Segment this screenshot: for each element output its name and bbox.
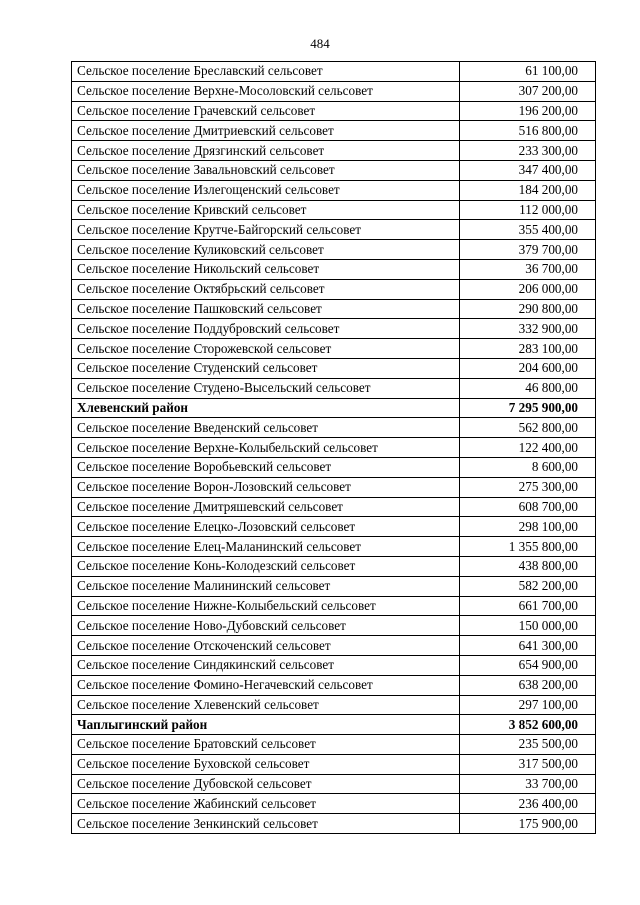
table-row — [72, 477, 596, 497]
settlement-name-cell: Сельское поселение Зенкинский сельсовет — [72, 814, 460, 834]
amount-cell: 290 800,00 — [460, 299, 596, 319]
settlement-name-cell: Сельское поселение Кривский сельсовет — [72, 200, 460, 220]
table-row — [72, 259, 596, 279]
settlement-name-cell: Сельское поселение Хлевенский сельсовет — [72, 695, 460, 715]
settlement-name-cell: Сельское поселение Никольский сельсовет — [72, 259, 460, 279]
table-row — [72, 735, 596, 755]
amount-cell: 46 800,00 — [460, 378, 596, 398]
table-row — [72, 101, 596, 121]
settlement-name-cell: Хлевенский район — [72, 398, 460, 418]
table-row — [72, 418, 596, 438]
amount-cell: 317 500,00 — [460, 754, 596, 774]
table-row — [72, 299, 596, 319]
amount-cell: 661 700,00 — [460, 596, 596, 616]
settlement-name-cell: Сельское поселение Дрязгинский сельсовет — [72, 141, 460, 161]
amount-cell: 638 200,00 — [460, 675, 596, 695]
settlement-name-cell: Сельское поселение Студенский сельсовет — [72, 358, 460, 378]
table-row-district — [72, 715, 596, 735]
table-row — [72, 180, 596, 200]
amount-cell: 196 200,00 — [460, 101, 596, 121]
settlement-name-cell: Сельское поселение Елец-Маланинский сельсовет — [72, 537, 460, 557]
amount-cell: 204 600,00 — [460, 358, 596, 378]
table-row — [72, 616, 596, 636]
settlement-name-cell: Чаплыгинский район — [72, 715, 460, 735]
settlement-name-cell: Сельское поселение Грачевский сельсовет — [72, 101, 460, 121]
settlement-name-cell: Сельское поселение Братовский сельсовет — [72, 735, 460, 755]
amount-cell: 275 300,00 — [460, 477, 596, 497]
amount-cell: 8 600,00 — [460, 457, 596, 477]
amount-cell: 332 900,00 — [460, 319, 596, 339]
settlement-name-cell: Сельское поселение Верхне-Колыбельский сельсовет — [72, 438, 460, 458]
amount-cell: 150 000,00 — [460, 616, 596, 636]
settlement-name-cell: Сельское поселение Крутче-Байгорский сельсовет — [72, 220, 460, 240]
settlement-name-cell: Сельское поселение Излегощенский сельсовет — [72, 180, 460, 200]
table-row — [72, 220, 596, 240]
amount-cell: 122 400,00 — [460, 438, 596, 458]
amount-cell: 608 700,00 — [460, 497, 596, 517]
amount-cell: 1 355 800,00 — [460, 537, 596, 557]
settlement-name-cell: Сельское поселение Сторожевской сельсовет — [72, 339, 460, 359]
settlement-name-cell: Сельское поселение Буховской сельсовет — [72, 754, 460, 774]
settlement-name-cell: Сельское поселение Октябрьский сельсовет — [72, 279, 460, 299]
table-row — [72, 121, 596, 141]
table-row — [72, 438, 596, 458]
amount-cell: 233 300,00 — [460, 141, 596, 161]
table-row — [72, 517, 596, 537]
table-row — [72, 675, 596, 695]
settlement-name-cell: Сельское поселение Куликовский сельсовет — [72, 240, 460, 260]
amount-cell: 516 800,00 — [460, 121, 596, 141]
table-row — [72, 794, 596, 814]
amount-cell: 235 500,00 — [460, 735, 596, 755]
table-row — [72, 814, 596, 834]
amount-cell: 355 400,00 — [460, 220, 596, 240]
settlement-name-cell: Сельское поселение Дмитриевский сельсовет — [72, 121, 460, 141]
table-row — [72, 141, 596, 161]
table-row — [72, 774, 596, 794]
amount-cell: 7 295 900,00 — [460, 398, 596, 418]
amount-cell: 347 400,00 — [460, 160, 596, 180]
table-row — [72, 200, 596, 220]
settlement-name-cell: Сельское поселение Малининский сельсовет — [72, 576, 460, 596]
table-row-district — [72, 398, 596, 418]
settlement-name-cell: Сельское поселение Дмитряшевский сельсовет — [72, 497, 460, 517]
table-row — [72, 81, 596, 101]
settlement-name-cell: Сельское поселение Ново-Дубовский сельсовет — [72, 616, 460, 636]
table-row — [72, 596, 596, 616]
settlement-name-cell: Сельское поселение Пашковский сельсовет — [72, 299, 460, 319]
settlement-name-cell: Сельское поселение Завальновский сельсовет — [72, 160, 460, 180]
amount-cell: 641 300,00 — [460, 636, 596, 656]
amount-cell: 307 200,00 — [460, 81, 596, 101]
table-row — [72, 537, 596, 557]
table-row — [72, 754, 596, 774]
amount-cell: 582 200,00 — [460, 576, 596, 596]
amount-cell: 379 700,00 — [460, 240, 596, 260]
settlement-name-cell: Сельское поселение Елецко-Лозовский сельсовет — [72, 517, 460, 537]
table-row — [72, 358, 596, 378]
settlement-name-cell: Сельское поселение Поддубровский сельсовет — [72, 319, 460, 339]
settlement-name-cell: Сельское поселение Бреславский сельсовет — [72, 62, 460, 82]
table-row — [72, 62, 596, 82]
page-number: 484 — [310, 36, 330, 51]
amount-cell: 298 100,00 — [460, 517, 596, 537]
amount-cell: 175 900,00 — [460, 814, 596, 834]
settlement-name-cell: Сельское поселение Введенский сельсовет — [72, 418, 460, 438]
settlement-name-cell: Сельское поселение Отскоченский сельсовет — [72, 636, 460, 656]
amount-cell: 33 700,00 — [460, 774, 596, 794]
settlement-name-cell: Сельское поселение Студено-Высельский сельсовет — [72, 378, 460, 398]
settlement-name-cell: Сельское поселение Воробьевский сельсовет — [72, 457, 460, 477]
table-row — [72, 339, 596, 359]
amount-cell: 297 100,00 — [460, 695, 596, 715]
table-row — [72, 160, 596, 180]
amount-cell: 562 800,00 — [460, 418, 596, 438]
table-row — [72, 457, 596, 477]
amount-cell: 61 100,00 — [460, 62, 596, 82]
amount-cell: 36 700,00 — [460, 259, 596, 279]
amount-cell: 3 852 600,00 — [460, 715, 596, 735]
table-row — [72, 497, 596, 517]
settlement-name-cell: Сельское поселение Фомино-Негачевский сельсовет — [72, 675, 460, 695]
settlement-name-cell: Сельское поселение Нижне-Колыбельский сельсовет — [72, 596, 460, 616]
table-row — [72, 636, 596, 656]
table-row — [72, 279, 596, 299]
amount-cell: 654 900,00 — [460, 655, 596, 675]
settlement-name-cell: Сельское поселение Ворон-Лозовский сельсовет — [72, 477, 460, 497]
settlement-name-cell: Сельское поселение Синдякинский сельсовет — [72, 655, 460, 675]
table-row — [72, 576, 596, 596]
settlement-name-cell: Сельское поселение Жабинский сельсовет — [72, 794, 460, 814]
table-row — [72, 655, 596, 675]
table-row — [72, 695, 596, 715]
amount-cell: 236 400,00 — [460, 794, 596, 814]
amount-cell: 438 800,00 — [460, 556, 596, 576]
table-row — [72, 319, 596, 339]
table-row — [72, 378, 596, 398]
amount-cell: 112 000,00 — [460, 200, 596, 220]
settlement-name-cell: Сельское поселение Верхне-Мосоловский сельсовет — [72, 81, 460, 101]
table-row — [72, 240, 596, 260]
amount-cell: 283 100,00 — [460, 339, 596, 359]
amount-cell: 184 200,00 — [460, 180, 596, 200]
table-row — [72, 556, 596, 576]
budget-table — [71, 61, 596, 834]
settlement-name-cell: Сельское поселение Конь-Колодезский сельсовет — [72, 556, 460, 576]
budget-table-body — [72, 62, 596, 834]
settlement-name-cell: Сельское поселение Дубовской сельсовет — [72, 774, 460, 794]
amount-cell: 206 000,00 — [460, 279, 596, 299]
